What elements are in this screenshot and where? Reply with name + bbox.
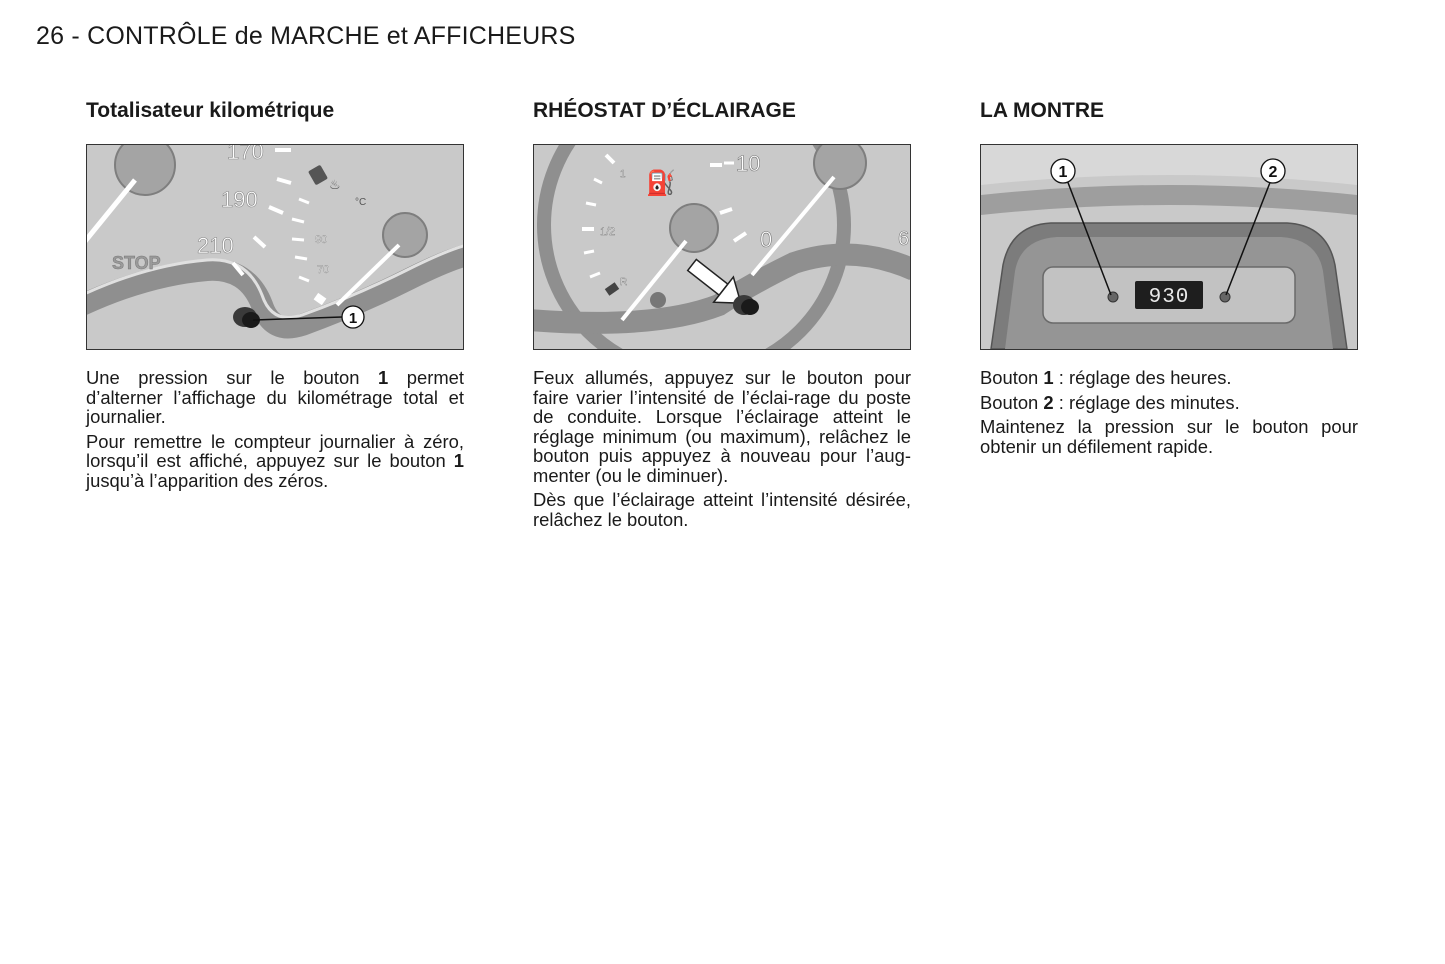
temp-number-70: 70	[317, 264, 330, 276]
clock-minute-button	[1220, 292, 1230, 302]
tacho-tick	[734, 233, 746, 241]
button-number: 2	[1043, 391, 1054, 413]
paragraph: Feux allumés, appuyez sur le bouton pour faire varier l’intensité de l’éclai-rage du poste de conduite. Lorsque l’éclairage atteint le réglage minimum (ou maximum), relâchez le bouton puis appuyez à nouveau pour l’aug-menter (ou le diminuer).	[533, 367, 911, 486]
button-number: 1	[1043, 367, 1054, 388]
callout-number-2: 2	[1268, 164, 1278, 181]
temp-tick	[292, 239, 304, 240]
fuel-mark-reserve: R	[620, 277, 628, 288]
speedometer-hub	[115, 145, 175, 195]
callout-number-1: 1	[348, 310, 358, 327]
speed-tick	[277, 179, 291, 183]
odometer-svg	[87, 145, 463, 349]
paragraph	[86, 432, 464, 491]
clock-time: 930	[1148, 286, 1190, 309]
temperature-unit: °C	[355, 197, 367, 208]
paragraph-text: : réglage des minutes.	[1053, 391, 1240, 413]
speed-tick	[254, 237, 265, 247]
paragraph-text: permet d’alterner l’affichage du kilométrage total et journalier.	[86, 367, 464, 427]
section-body	[533, 368, 911, 529]
temperature-hub	[383, 213, 427, 257]
coolant-icon: ♨	[329, 178, 341, 193]
fuel-tick	[590, 273, 600, 277]
clock-svg	[981, 145, 1357, 349]
paragraph	[86, 368, 464, 427]
temp-tick	[299, 277, 309, 281]
dial-number-210: 210	[197, 233, 234, 258]
paragraph-text: Pour remettre le compteur journalier à zéro, lorsqu’il est affiché, appuyez sur le bouton	[86, 430, 464, 471]
paragraph-text: jusqu’à l’apparition des zéros.	[86, 469, 329, 491]
tacho-number-10: 10	[736, 151, 761, 176]
dimmer-button-knob	[741, 299, 759, 315]
speedometer-needle	[87, 180, 135, 245]
gauge-indicator-dot	[650, 292, 666, 308]
paragraph-text: Bouton	[980, 391, 1044, 413]
section-odometer	[86, 96, 464, 495]
tacho-number-6: 6	[898, 228, 910, 250]
tacho-tick	[720, 209, 732, 213]
fuel-pump-icon: ⛽	[646, 169, 676, 197]
button-number: 1	[377, 367, 389, 388]
dimmer-illustration	[533, 144, 911, 350]
section-clock	[980, 96, 1358, 461]
fuel-reserve-lamp	[605, 282, 619, 295]
page-header	[36, 22, 576, 51]
temp-number-90: 90	[315, 234, 328, 246]
section-title: LA MONTRE	[980, 99, 1105, 122]
fuel-tick	[586, 203, 596, 205]
paragraph	[980, 368, 1358, 388]
temp-tick	[292, 219, 304, 222]
temp-tick	[299, 199, 309, 203]
temp-tick	[295, 257, 307, 259]
paragraph-text: Une pression sur le bouton	[86, 367, 378, 388]
fuel-tick	[594, 179, 602, 183]
dimmer-svg	[534, 145, 910, 349]
speed-tick	[269, 207, 283, 213]
fuel-mark-half: 1/2	[600, 226, 616, 238]
section-body	[86, 368, 464, 490]
stop-warning-label: STOP	[112, 253, 161, 273]
button-number: 1	[453, 450, 464, 471]
section-title: Totalisateur kilométrique	[86, 99, 335, 122]
paragraph: Maintenez la pression sur le bouton pour obtenir un défilement rapide.	[980, 416, 1358, 457]
clock-hour-button	[1108, 292, 1118, 302]
section-title: RHÉOSTAT D’ÉCLAIRAGE	[533, 99, 796, 122]
tachometer-hub	[814, 145, 866, 189]
odometer-illustration	[86, 144, 464, 350]
dial-number-190: 190	[221, 187, 258, 212]
fuel-tick	[606, 155, 614, 163]
dashboard-edge	[981, 185, 1357, 215]
dial-number-170: 170	[227, 145, 264, 164]
section-body	[980, 368, 1358, 456]
section-dimmer	[533, 96, 911, 534]
paragraph-text: Bouton	[980, 367, 1044, 388]
header-separator: -	[71, 22, 80, 50]
tacho-number-0: 0	[760, 227, 773, 252]
callout-number-1: 1	[1058, 164, 1068, 181]
fuel-mark-full: 1	[620, 169, 626, 180]
page-number: 26	[36, 22, 65, 50]
fuel-tick	[584, 251, 594, 253]
paragraph-text: : réglage des heures.	[1053, 367, 1232, 388]
fuel-gauge-hub	[670, 204, 718, 252]
clock-illustration	[980, 144, 1358, 350]
paragraph: Dès que l’éclairage atteint l’intensité désirée, relâchez le bouton.	[533, 489, 911, 530]
page-title: CONTRÔLE de MARCHE et AFFICHEURS	[87, 22, 576, 50]
temp-low-mark	[314, 293, 327, 305]
paragraph	[980, 393, 1358, 413]
temperature-warning-lamp	[308, 165, 328, 186]
dashboard-top	[981, 145, 1357, 185]
